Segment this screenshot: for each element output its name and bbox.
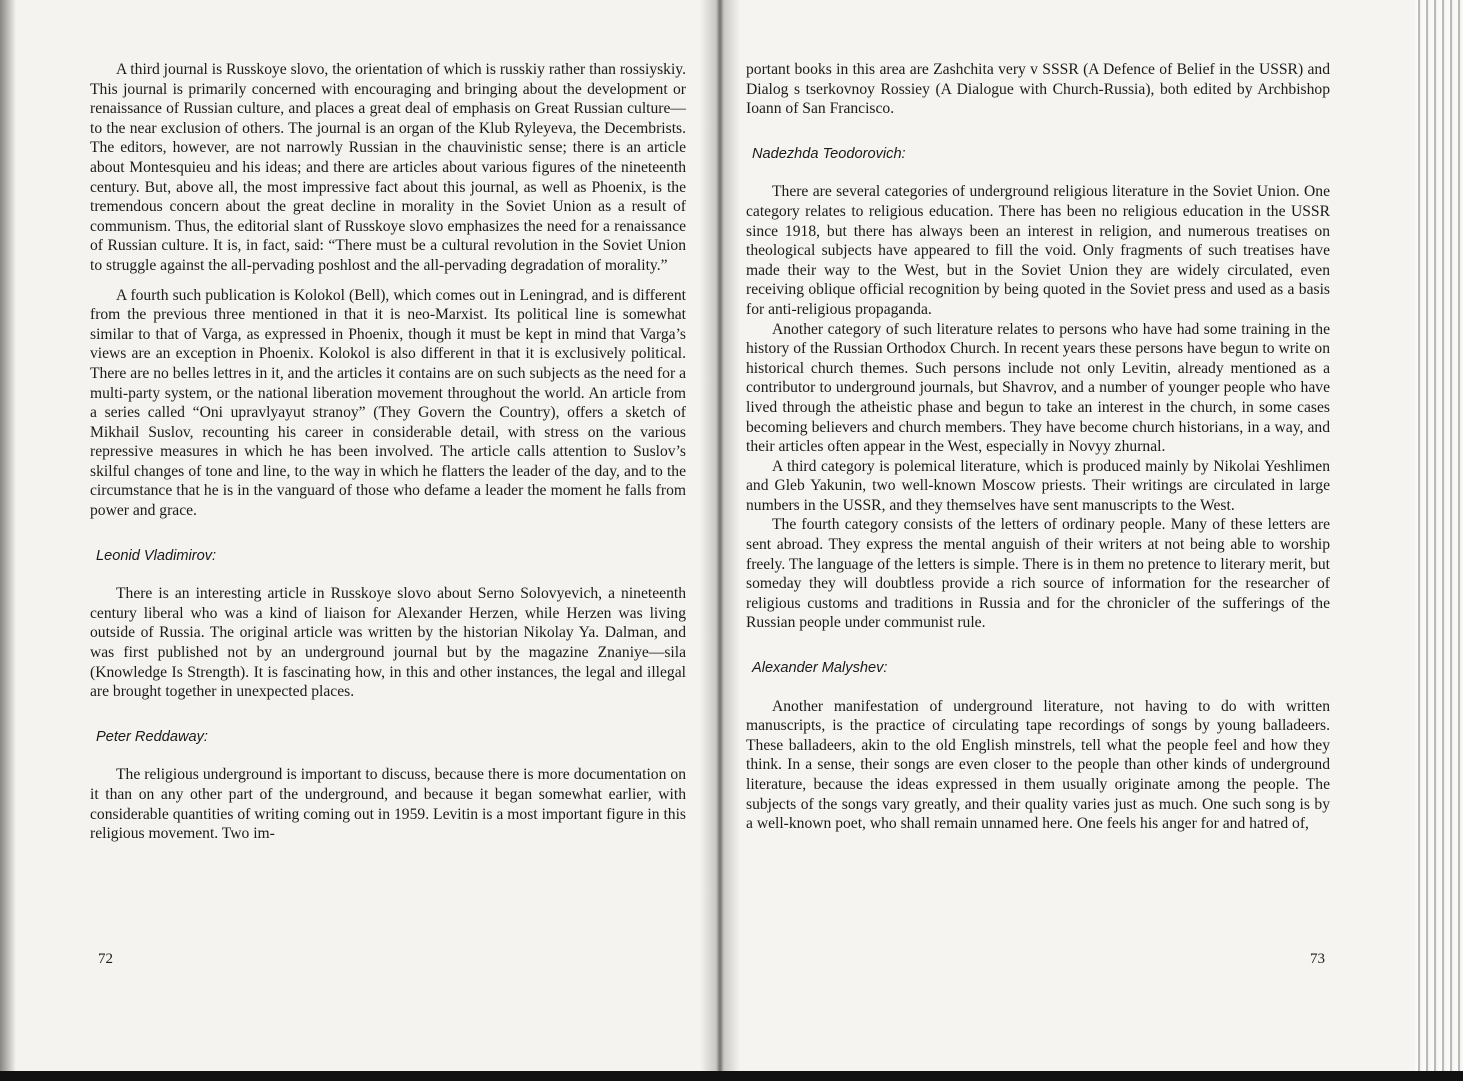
paragraph: Another manifestation of underground literature, not having to do with written manuscripts, is the practice of circulating tape recordings of songs by young balladeers. These balladeers, akin to the old English minstrels, tell what the people feel and how they think. In a sense, their songs are even closer to the people than other kinds of underground literature, because the ideas expressed in them usually originate among the people. The subjects of the songs vary greatly, and their quality varies just as much. One such song is by a well-known poet, who shall remain unnamed here. One feels his anger for and hatred of, (746, 697, 1330, 833)
paragraph: The religious underground is important to discuss, because there is more documentation on it than on any other part of the underground, and because it began somewhat earlier, with considerable quantities of writing coming out in 1959. Levitin is a most important figure in this religious movement. Two im- (90, 766, 686, 843)
paragraph: A fourth such publication is Kolokol (Bell), which comes out in Leningrad, and is different from the previous three mentioned in that it is neo-Marxist. Its political line is somewhat similar to that of Varga, as expressed in Phoenix, though it must be kept in mind that Varga’s views are an exception in Phoenix. Kolokol is also different in that it is exclusively political. There are no belles lettres in it, and the articles it contains are on such subjects as the need for a multi-party system, or the national liberation movement throughout the world. An article from a series called “Oni upravlyayut stranoy” (They Govern the Country), offers a sketch of Mikhail Suslov, recounting his career in considerable detail, with stress on the various repressive measures in which he has been involved. The article calls attention to Suslov’s skilful changes of tone and line, to the way in which he flatters the leader of the day, and to the circumstance that he is in the vanguard of those who defame a leader the moment he falls from power and grace. (90, 286, 686, 520)
speaker-name: Peter Reddaway: (96, 728, 208, 745)
speaker-name: Leonid Vladimirov: (96, 547, 217, 564)
book-gutter (700, 0, 740, 1081)
paragraph: portant books in this area are Zashchita very v SSSR (A Defence of Belief in the USSR) and Dialog s tserkovnoy Rossiey (A Dialogue with Church-Russia), both edited by Archbishop Ioann of San Francisco. (746, 61, 1330, 118)
paragraph: A third journal is Russkoye slovo, the orientation of which is russkiy rather than rossiyskiy. This journal is primarily concerned with encouraging and bringing about the development or renaissance of Russian culture, and places a great deal of emphasis on Great Russian culture—to the near exclusion of others. The journal is an organ of the Klub Ryleyeva, the Decembrists. The editors, however, are not narrowly Russian in the chauvinistic sense; there is an article about Montesquieu and his ideas; and there are articles about various figures of the nineteenth century. But, above all, the most impressive fact about this journal, as well as Phoenix, is the tremendous concern about the great decline in morality in the Soviet Union as a result of communism. Thus, the editorial slant of Russkoye slovo emphasizes the need for a renaissance of Russian culture. It is, in fact, said: “There must be a cultural revolution in the Soviet Union to struggle against the all-pervading poshlost and the all-pervading degradation of morality.” (90, 61, 686, 274)
paragraph: Another category of such literature relates to persons who have had some training in the history of the Russian Orthodox Church. In recent years these persons have begun to write on historical church themes. Such persons include not only Levitin, already mentioned as a contributor to underground journals, but Shavrov, and a number of younger people who have lived through the atheistic phase and begun to take an interest in the church, in some cases becoming believers and church members. They have become church historians, in a way, and their articles often appear in the West, especially in Novyy zhurnal. (746, 320, 1330, 456)
paragraph: A third category is polemical literature, which is produced mainly by Nikolai Yeshlimen and Gleb Yakunin, two well-known Moscow priests. Their writings are circulated in large numbers in the USSR, and they themselves have sent manuscripts to the West. (746, 457, 1330, 514)
page-stack-edge (1415, 0, 1463, 1081)
left-page-text (90, 60, 686, 844)
speaker-name: Nadezhda Teodorovich: (752, 145, 906, 162)
scan-bottom-border (0, 1071, 1463, 1081)
paragraph: There is an interesting article in Russkoye slovo about Serno Solovyevich, a nineteenth century liberal who was a kind of liaison for Alexander Herzen, while Herzen was living outside of Russia. The original article was written by the historian Nikolay Ya. Dalman, and was first published not by an underground journal but by the magazine Znaniye—sila (Knowledge Is Strength). It is fascinating how, in this and other instances, the legal and illegal are brought together in unexpected places. (90, 585, 686, 701)
paragraph: There are several categories of underground religious literature in the Soviet Union. One category relates to religious education. There has been no religious education in the USSR since 1918, but there has always been an interest in religion, and numerous treatises on theological subjects have appeared to fill the void. Only fragments of such treatises have made their way to the West, but in the Soviet Union they are widely circulated, even receiving oblique official recognition by being quoted in the Soviet press and used as a basis for anti-religious propaganda. (746, 183, 1330, 318)
left-edge-shadow (0, 0, 16, 1081)
paragraph: The fourth category consists of the letters of ordinary people. Many of these letters are sent abroad. They express the mental anguish of their writers at not being able to worship freely. The language of the letters is simple. There is in them no pretence to literary merit, but someday they will doubtless provide a rich source of information for the researcher of religious customs and traditions in Russia and for the chronicler of the sufferings of the Russian people under communist rule. (746, 516, 1330, 632)
right-page-text (746, 60, 1330, 834)
page-number: 73 (1310, 951, 1325, 967)
page-number: 72 (98, 951, 113, 967)
speaker-name: Alexander Malyshev: (752, 660, 888, 677)
